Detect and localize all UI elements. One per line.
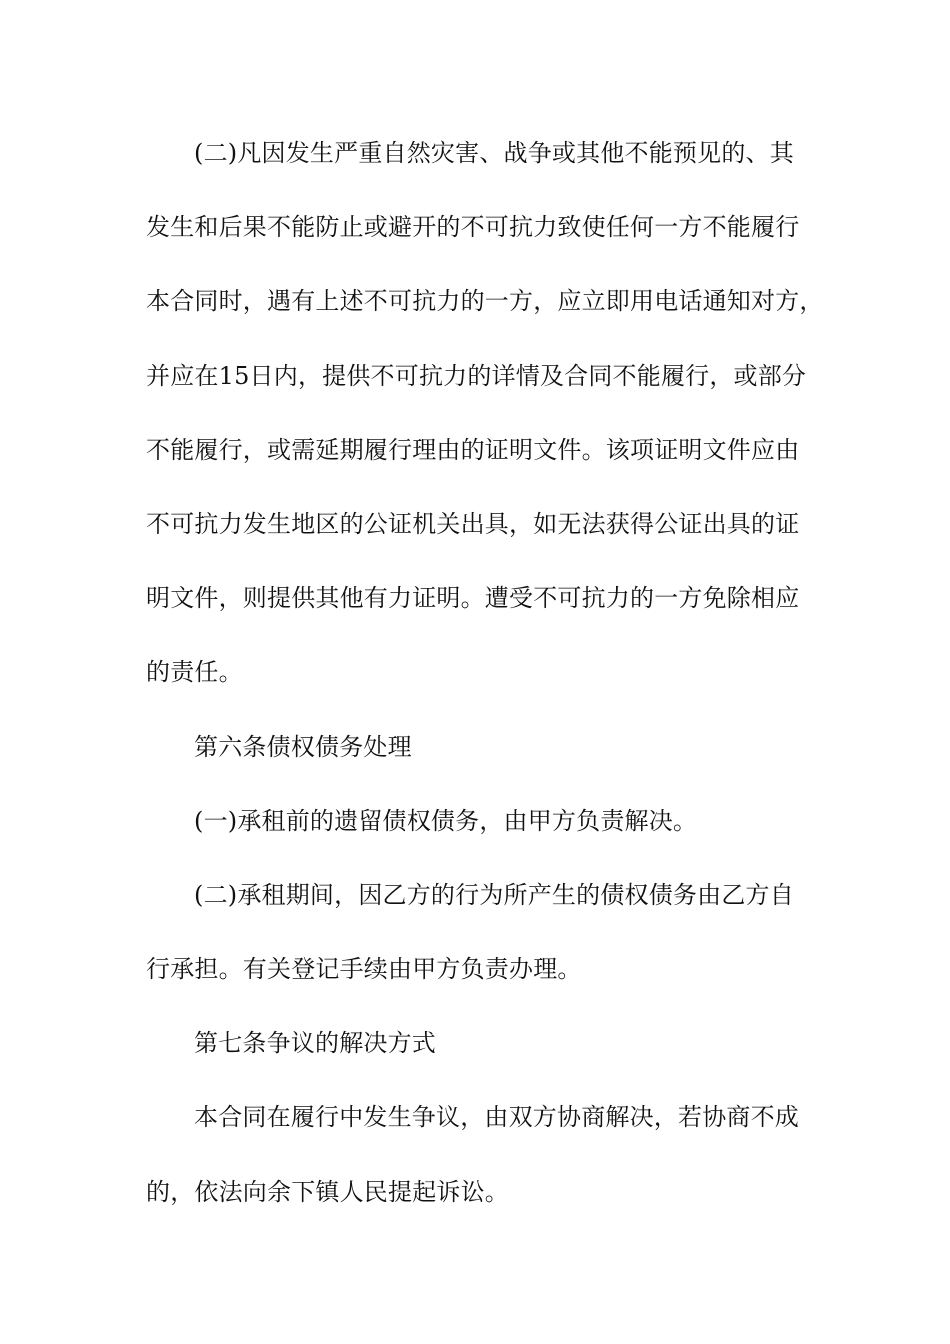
paragraph-force-majeure-line-3: 本合同时，遇有上述不可抗力的一方，应立即用电话通知对方， bbox=[146, 287, 824, 316]
paragraph-force-majeure-line-5: 不能履行，或需延期履行理由的证明文件。该项证明文件应由 bbox=[146, 435, 800, 464]
article-6-heading: 第六条债权债务处理 bbox=[194, 732, 412, 761]
article-7-text-line-2: 的，依法向余下镇人民提起诉讼。 bbox=[146, 1177, 509, 1206]
article-6-item-1: (一)承租前的遗留债权债务，由甲方负责解决。 bbox=[194, 806, 698, 835]
article-7-text-line-1: 本合同在履行中发生争议，由双方协商解决，若协商不成 bbox=[194, 1103, 799, 1132]
article-6-item-2-line-2: 行承担。有关登记手续由甲方负责办理。 bbox=[146, 955, 582, 984]
paragraph-force-majeure-line-1: (二)凡因发生严重自然灾害、战争或其他不能预见的、其 bbox=[194, 139, 794, 167]
paragraph-force-majeure-line-2: 发生和后果不能防止或避开的不可抗力致使任何一方不能履行 bbox=[146, 213, 800, 242]
paragraph-force-majeure-line-7: 明文件，则提供其他有力证明。遭受不可抗力的一方免除相应 bbox=[146, 584, 800, 613]
article-6-item-2-line-1: (二)承租期间，因乙方的行为所产生的债权债务由乙方自 bbox=[194, 880, 794, 909]
article-7-heading: 第七条争议的解决方式 bbox=[194, 1029, 436, 1058]
paragraph-force-majeure-line-6: 不可抗力发生地区的公证机关出具，如无法获得公证出具的证 bbox=[146, 509, 800, 538]
document-body bbox=[146, 116, 824, 1229]
paragraph-force-majeure-line-8: 的责任。 bbox=[146, 658, 243, 687]
paragraph-force-majeure-line-4: 并应在15日内，提供不可抗力的详情及合同不能履行，或部分 bbox=[146, 361, 807, 390]
